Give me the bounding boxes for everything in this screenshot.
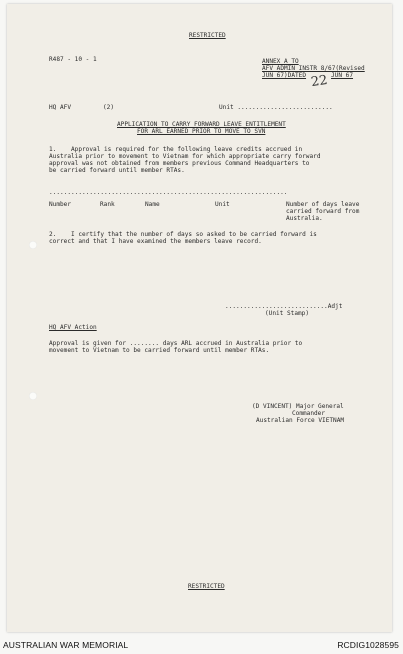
- form-title-line1: APPLICATION TO CARRY FORWARD LEAVE ENTITLEMENT: [117, 121, 286, 128]
- adjutant-signature-line: ............................Adjt: [225, 303, 343, 310]
- action-line1: Approval is given for ........ days ARL accrued in Australia prior to: [49, 340, 303, 347]
- column-days-line3: Australia.: [286, 215, 323, 222]
- column-unit: Unit: [215, 201, 230, 208]
- signatory-command: Australian Force VIETNAM: [256, 417, 345, 424]
- signatory-role: Commander: [292, 410, 326, 417]
- form-title-line2: FOR ARL EARNED PRIOR TO MOVE TO SVN: [137, 128, 266, 135]
- unit-stamp: (Unit Stamp): [265, 310, 310, 317]
- handwritten-day: 22: [310, 72, 329, 91]
- footer-institution: AUSTRALIAN WAR MEMORIAL: [3, 640, 129, 650]
- para1-line4: be carried forward until member RTAs.: [49, 167, 185, 174]
- column-days-line1: Number of days leave: [286, 201, 360, 208]
- table-rule: .................................................................: [49, 189, 288, 196]
- instruction-reference: AFV ADMIN INSTR 8/67(Revised: [262, 65, 365, 72]
- instruction-date: JUN 67: [331, 72, 354, 79]
- para2-number: 2.: [49, 231, 57, 238]
- footer-record-id: RCDIG1028595: [337, 640, 399, 650]
- action-heading: HQ AFV Action: [49, 324, 97, 331]
- instruction-revised-dated: JUN 67)DATED: [262, 72, 307, 79]
- document-page: [7, 4, 392, 632]
- para1-line3: approval was not obtained from members previous Command Headquarters to: [49, 160, 310, 167]
- copy-number: (2): [103, 104, 115, 111]
- column-rank: Rank: [100, 201, 115, 208]
- action-line2: movement to Vietnam to be carried forward until member RTAs.: [49, 347, 270, 354]
- classification-top: RESTRICTED: [189, 32, 226, 39]
- addressee: HQ AFV: [49, 104, 72, 111]
- column-days-line2: carried forward from: [286, 208, 360, 215]
- classification-bottom: RESTRICTED: [188, 583, 225, 590]
- punch-hole-top: [29, 241, 37, 249]
- para1-number: 1.: [49, 146, 57, 153]
- unit-field: Unit ..........................: [219, 104, 333, 111]
- para2-line2: correct and that I have examined the members leave record.: [49, 238, 262, 245]
- para1-line2: Australia prior to movement to Vietnam for which appropriate carry forward: [49, 153, 321, 160]
- column-number: Number: [49, 201, 72, 208]
- file-reference: R487 - 10 - 1: [49, 56, 97, 63]
- annex-label: ANNEX A TO: [262, 58, 299, 65]
- punch-hole-bottom: [29, 392, 37, 400]
- para1-line1: Approval is required for the following leave credits accrued in: [71, 146, 303, 153]
- signatory-name: (D VINCENT) Major General: [252, 403, 344, 410]
- column-name: Name: [145, 201, 160, 208]
- para2-line1: I certify that the number of days so asked to be carried forward is: [71, 231, 317, 238]
